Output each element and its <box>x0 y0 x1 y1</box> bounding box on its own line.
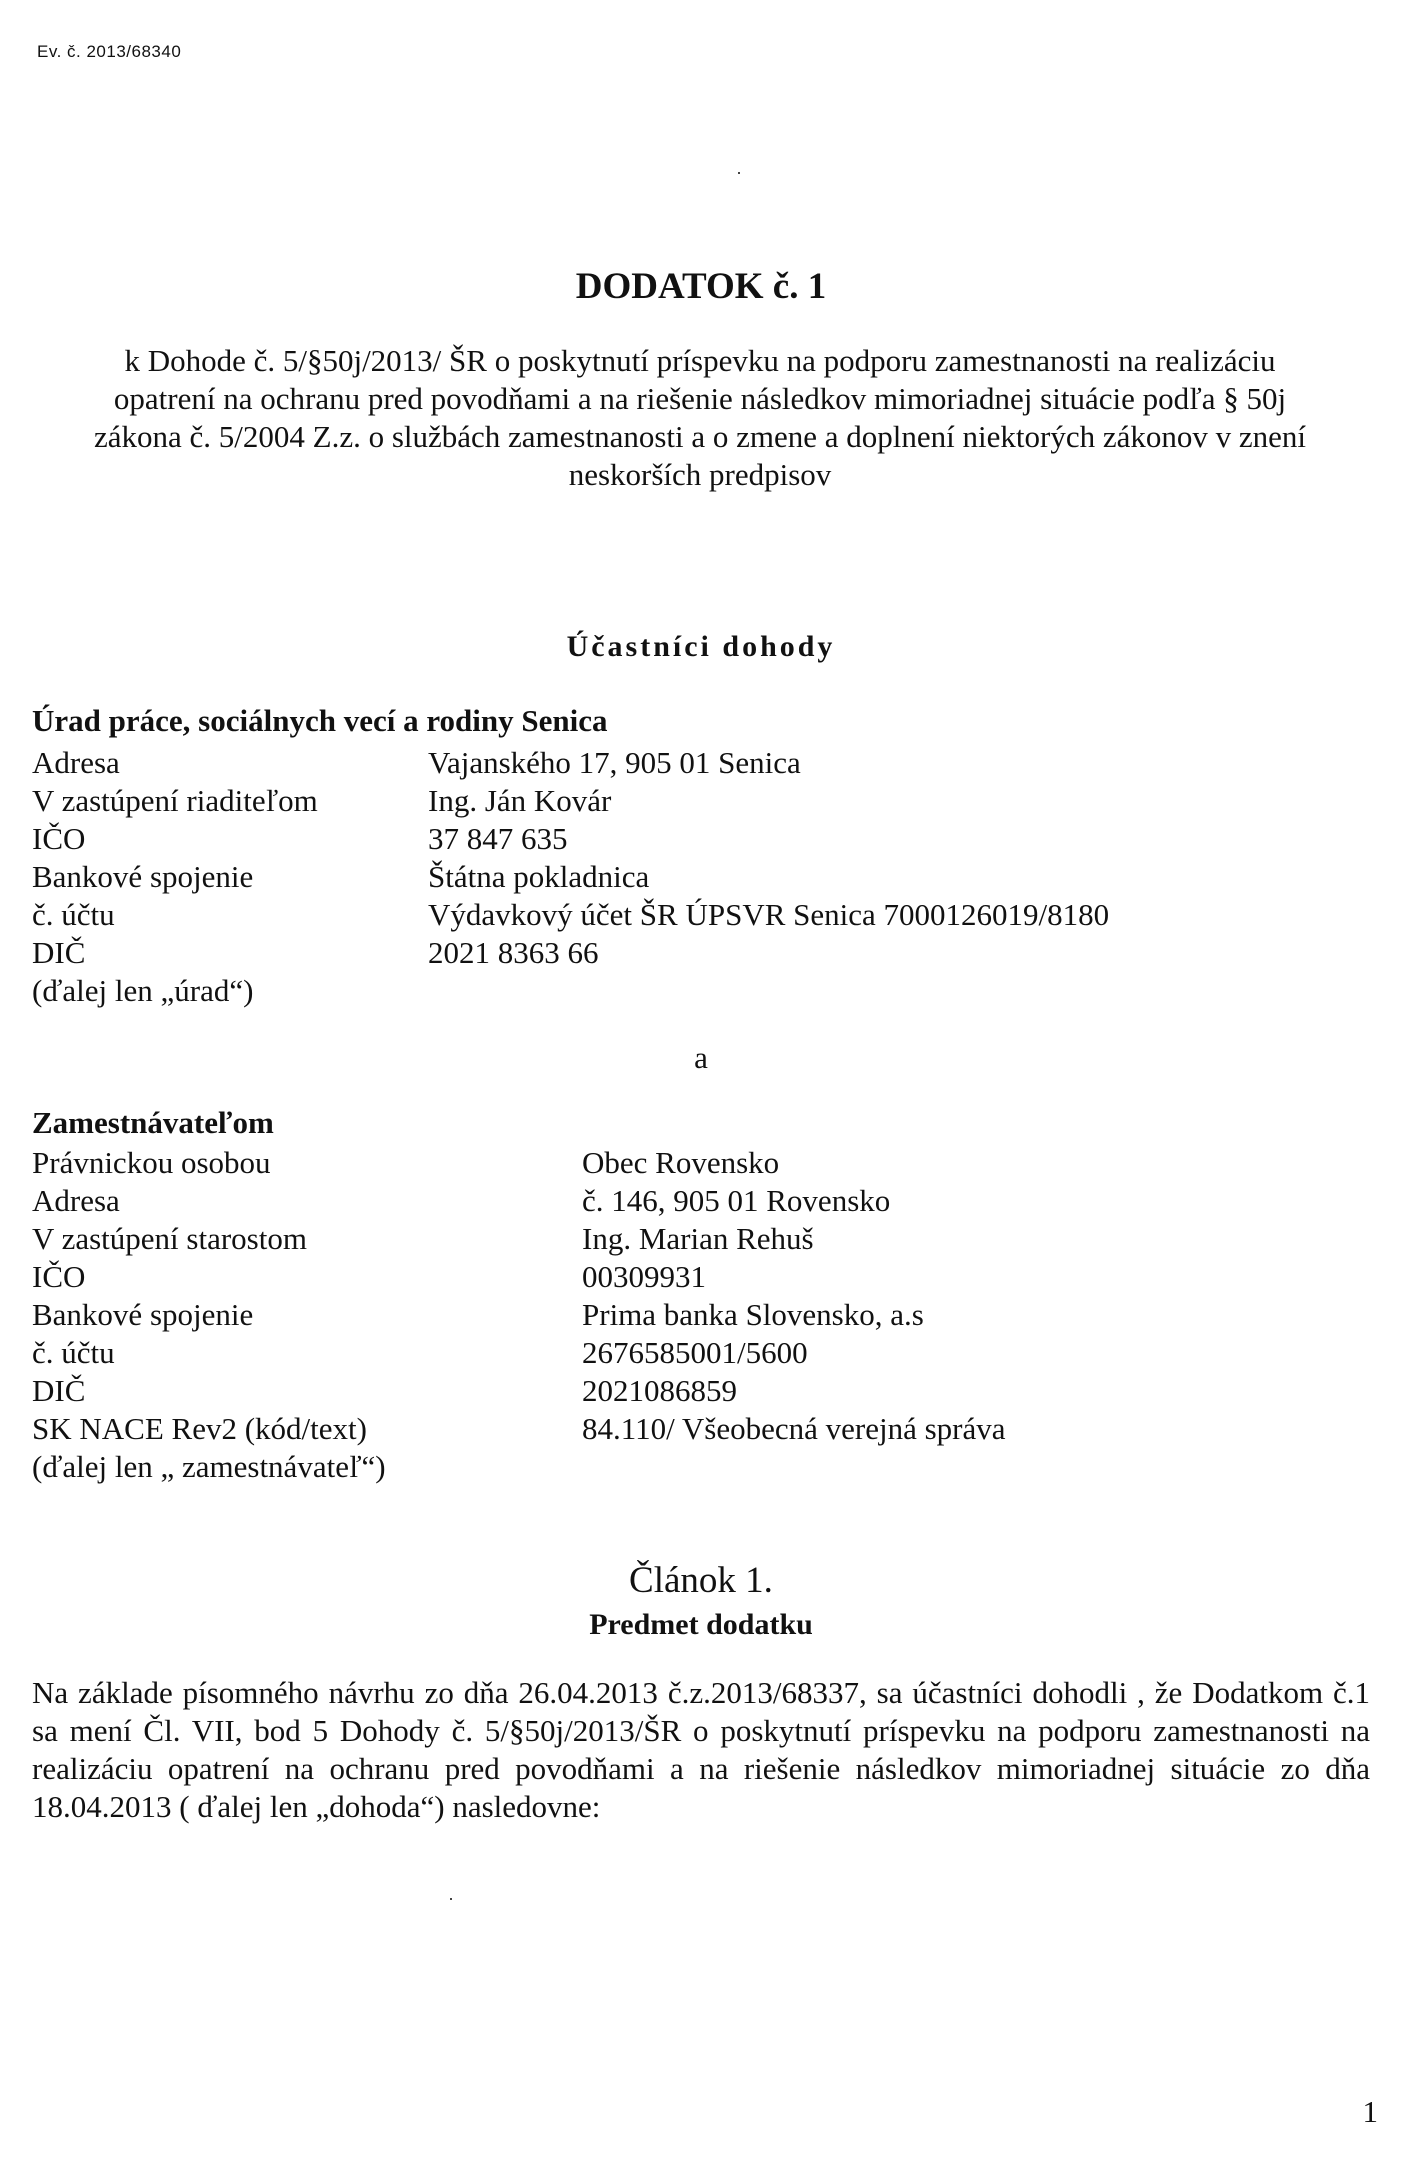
row-value: 2676585001/5600 <box>582 1335 808 1370</box>
row-label: Právnickou osobou <box>32 1145 271 1180</box>
scan-speck <box>738 172 740 174</box>
row-label: DIČ <box>32 1373 86 1408</box>
row-label: (ďalej len „ zamestnávateľ“) <box>32 1449 386 1484</box>
row-label: Adresa <box>32 745 120 780</box>
row-value: Ing. Marian Rehuš <box>582 1221 814 1256</box>
row-value: 84.110/ Všeobecná verejná správa <box>582 1411 1006 1446</box>
row-label: SK NACE Rev2 (kód/text) <box>32 1411 367 1446</box>
row-value: Výdavkový účet ŠR ÚPSVR Senica 7000126019/8180 <box>428 897 1110 932</box>
row-label: Adresa <box>32 1183 120 1218</box>
document-title: DODATOK č. 1 <box>575 266 827 307</box>
row-label: V zastúpení starostom <box>32 1221 307 1256</box>
party1-name: Úrad práce, sociálnych vecí a rodiny Senica <box>32 703 608 738</box>
row-value: 00309931 <box>582 1259 706 1294</box>
evidence-number: Ev. č. 2013/68340 <box>37 42 182 61</box>
row-value: Prima banka Slovensko, a.s <box>582 1297 924 1332</box>
intro-line: k Dohode č. 5/§50j/2013/ ŠR o poskytnutí príspevku na podporu zamestnanosti na realizáciu <box>124 343 1276 378</box>
row-label: IČO <box>32 1259 86 1294</box>
page-number: 1 <box>1362 2094 1378 2129</box>
parties-heading: Účastníci dohody <box>566 630 836 663</box>
conjunction: a <box>694 1040 708 1075</box>
row-label: Bankové spojenie <box>32 1297 254 1332</box>
row-value: Štátna pokladnica <box>428 859 650 894</box>
scan-speck <box>450 1898 452 1900</box>
row-value: 2021 8363 66 <box>428 935 599 970</box>
row-label: DIČ <box>32 935 86 970</box>
row-value: 37 847 635 <box>428 821 568 856</box>
row-label: č. účtu <box>32 1335 115 1370</box>
row-value: č. 146, 905 01 Rovensko <box>582 1183 891 1218</box>
row-value: Obec Rovensko <box>582 1145 780 1180</box>
row-label: Bankové spojenie <box>32 859 254 894</box>
row-label: IČO <box>32 821 86 856</box>
row-label: (ďalej len „úrad“) <box>32 973 254 1008</box>
intro-paragraph <box>50 342 1350 494</box>
row-label: č. účtu <box>32 897 115 932</box>
article-body <box>32 1674 1370 1826</box>
article-paragraph: Na základe písomného návrhu zo dňa 26.04.2013 č.z.2013/68337, sa účastníci dohodli , že Dodatkom č.1 sa mení Čl. VII, bod 5 Dohody č. 5/§50j/2013/ŠR o poskytnutí príspevku na podporu zamestnanosti na realizáciu opatrení na ochranu pred povodňami a na riešenie následkov mimoriadnej situácie zo dňa 18.04.2013 ( ďalej len „dohoda“) nasledovne: <box>32 1675 1370 1824</box>
article-subtitle: Predmet dodatku <box>589 1608 813 1641</box>
intro-line: opatrení na ochranu pred povodňami a na riešenie následkov mimoriadnej situácie podľa § 50j <box>113 381 1287 416</box>
intro-line: neskorších predpisov <box>568 457 832 492</box>
row-value: Ing. Ján Kovár <box>428 783 612 818</box>
row-value: 2021086859 <box>582 1373 737 1408</box>
intro-line: zákona č. 5/2004 Z.z. o službách zamestnanosti a o zmene a doplnení niektorých zákonov v znení <box>93 419 1307 454</box>
article-title: Článok 1. <box>629 1560 773 1601</box>
row-label: V zastúpení riaditeľom <box>32 783 318 818</box>
row-value: Vajanského 17, 905 01 Senica <box>428 745 801 780</box>
party2-name: Zamestnávateľom <box>32 1105 274 1140</box>
